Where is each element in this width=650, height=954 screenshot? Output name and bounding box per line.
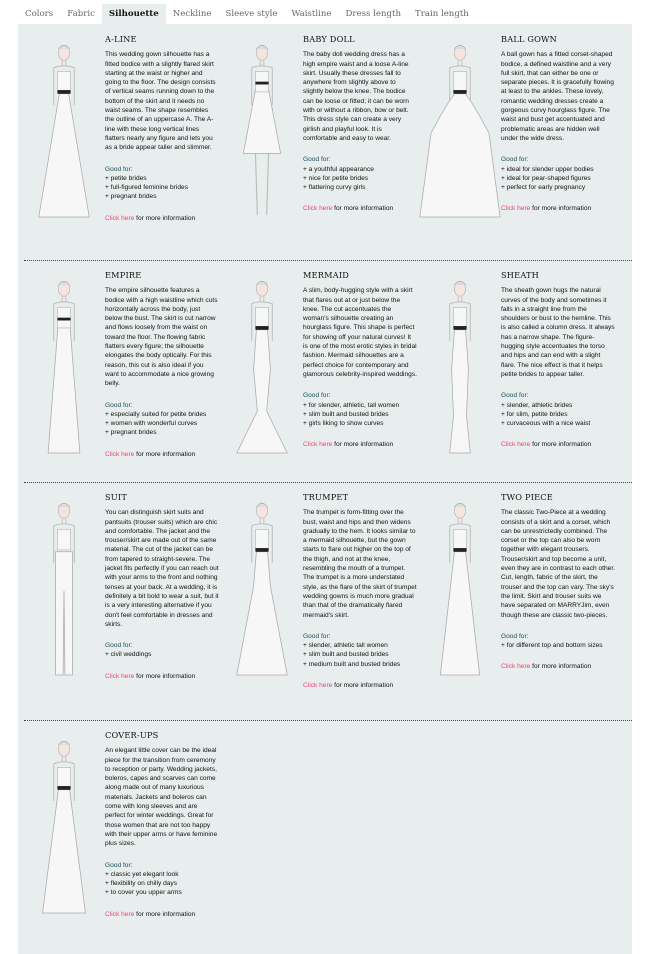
click-here-link[interactable]: Click here xyxy=(105,214,135,222)
silhouette-title: SUIT xyxy=(105,492,128,502)
tab-sleeve-style[interactable]: Sleeve style xyxy=(225,9,278,19)
good-for-item: + curvaceous with a nice waist xyxy=(501,420,591,428)
good-for-item: + nice for petite brides xyxy=(303,174,369,182)
silhouette-description: You can distinguish skirt suits and pantsuits (trouser suits) which are chic and comfortable. The jacket and the trouser/skirt are made out of the same material. The cut of the jacket can be from tapered to straight-severe. The jacket fits perfectly if you can reach out with your arms to the front and nothing tenses at your back. At a wedding, it is definitely a bit bold to wear a suit, but it is a very interesting alternative if you don't feel comfortable in dresses and skirts. xyxy=(105,509,219,628)
tab-silhouette[interactable]: Silhouette xyxy=(102,4,166,24)
more-info-text: for more information xyxy=(134,450,196,458)
silhouette-description: A ball gown has a fitted corset-shaped bodice, a defined waistline and a very full skirt, that can either be one or separate pieces. It is gracefully flowing at least to the ankles. These lovely, romantic wedding dresses create a gorgeous curvy hourglass figure. The waist and bust get accentuated and problematic areas are hidden well under the wide dress. xyxy=(501,51,614,142)
dress-illustration xyxy=(418,491,502,691)
good-for-label: Good for: xyxy=(105,642,133,650)
good-for-item: + for slender, athletic, tall women xyxy=(303,401,400,409)
silhouette-title: MERMAID xyxy=(303,270,350,280)
silhouette-description: A slim, body-hugging style with a skirt that flares out at or just below the knee. The cut accentuates the woman's silhouette creating an hourglass figure. This shape is perfect for showing off your natural curves! It is one of the most erotic styles in bridal fashion. Mermaid silhouettes are a perfect choice for contemporary and glamorous celebrity-inspired weddings. xyxy=(303,287,417,378)
click-here-link[interactable]: Click here xyxy=(501,205,531,213)
silhouette-title: TRUMPET xyxy=(303,492,349,502)
silhouette-title: EMPIRE xyxy=(105,270,142,280)
row-divider xyxy=(24,720,632,721)
good-for-label: Good for: xyxy=(105,861,133,869)
good-for-label: Good for: xyxy=(303,156,331,164)
more-info xyxy=(105,450,219,459)
more-info-text: for more information xyxy=(530,663,592,671)
silhouette-description: The classic Two-Piece at a wedding consists of a skirt and a corset, which can be unrestrictedly combined. The corset or the top can also be worn together with elegant trousers. Trouser/skirt and top become a unit, even they are in contrast to each other. Cut, length, fabric of the skirt, the trouser and the top can vary. The sky's the limit. Skirt and trouser suits we have separated on MARRYJim, even though these are classic two-pieces. xyxy=(501,509,615,619)
more-info xyxy=(501,204,615,213)
good-for-item: + to cover you upper arms xyxy=(105,889,182,897)
dress-illustration xyxy=(22,729,106,929)
good-for-label: Good for: xyxy=(303,632,331,640)
click-here-link[interactable]: Click here xyxy=(501,441,531,449)
click-here-link[interactable]: Click here xyxy=(303,682,333,690)
good-for-item: + slim built and busted brides xyxy=(303,410,389,418)
good-for-label: Good for: xyxy=(105,165,133,173)
silhouette-description: This wedding gown silhouette has a fitted bodice with a slightly flared skirt starting at the waist or higher and going to the floor. The design consists of vertical seams running down to the bottom of the skirt and it needs no waist seams. The shape resembles the outline of an uppercase A. The A-line with these long vertical lines flatters nearly any figure and lets you as a bride appear taller and slimmer. xyxy=(105,51,216,152)
more-info xyxy=(303,681,417,690)
good-for-label: Good for: xyxy=(303,392,331,400)
good-for-item: + petite brides xyxy=(105,174,147,182)
good-for-item: + flexibility on chilly days xyxy=(105,880,178,888)
silhouette-text xyxy=(105,487,219,681)
good-for-item: + pregnant brides xyxy=(105,429,157,437)
dress-illustration xyxy=(22,269,106,469)
silhouette-description: An elegant little cover can be the ideal piece for the transition from ceremony to reception or party. Wedding jackets, boleros, capes and scarves can come along made out of many luxurious materials. Jackets and boleros can come with long sleeves and are perfect for winter weddings. Great for those women that are not too happy with their upper arms or have feminine plus sizes. xyxy=(105,747,218,848)
good-for-item: + flattering curvy girls xyxy=(303,184,366,192)
good-for-item: + perfect for early pregnancy xyxy=(501,184,586,192)
good-for-item: + pregnant brides xyxy=(105,193,157,201)
good-for-item: + women with wonderful curves xyxy=(105,420,198,428)
silhouette-description: The baby doll wedding dress has a high empire waist and a loose A-line skirt. Usually these dresses fall to anywhere from slightly above to slightly below the knee. The bodice can be loose or fitted; it can be worn with or without a ribbon, bow or belt. This dress style can create a very girlish and playful look. It is comfortable and easy to wear. xyxy=(303,51,409,142)
silhouette-title: SHEATH xyxy=(501,270,539,280)
silhouette-text xyxy=(303,487,417,690)
click-here-link[interactable]: Click here xyxy=(105,450,135,458)
silhouette-panel xyxy=(18,24,632,954)
silhouette-description: The trumpet is form-fitting over the bust, waist and hips and then widens gradually to the hem. It looks similar to a mermaid silhouette, but the gown starts to flare out higher on the top of the thigh, and not at the knee, resembling the mouth of a trumpet. The trumpet is a more understated style, as the flare of the skirt of trumpet wedding gowns is much more gradual than that of the dramatically flared mermaid's skirt. xyxy=(303,509,417,619)
more-info xyxy=(303,204,417,213)
silhouette-title: COVER-UPS xyxy=(105,730,159,740)
tab-neckline[interactable]: Neckline xyxy=(172,9,212,19)
good-for-item: + a youthful appearance xyxy=(303,165,374,173)
click-here-link[interactable]: Click here xyxy=(105,910,135,918)
dress-illustration xyxy=(220,491,304,691)
dress-illustration xyxy=(22,33,106,233)
good-for-item: + slim built and busted brides xyxy=(303,651,389,659)
tab-fabric[interactable]: Fabric xyxy=(67,9,95,19)
good-for-label: Good for: xyxy=(501,632,529,640)
dress-illustration xyxy=(22,491,106,691)
good-for-label: Good for: xyxy=(501,392,529,400)
more-info xyxy=(303,440,417,449)
more-info-text: for more information xyxy=(530,205,592,213)
silhouette-text xyxy=(105,265,219,459)
silhouette-title: BALL GOWN xyxy=(501,34,558,44)
good-for-item: + full-figured feminine brides xyxy=(105,184,189,192)
silhouette-description: The sheath gown hugs the natural curves of the body and sometimes it falls in a straight line from the shoulders or bust to the hemline. This is also called a column dress. It always has a narrow shape. The figure-hugging style accentuates the torso and hips and can end with a slight flare. The nice effect is that it helps petite brides to appear taller. xyxy=(501,287,615,378)
click-here-link[interactable]: Click here xyxy=(105,672,135,680)
silhouette-description: The empire silhouette features a bodice with a high waistline which cuts horizontally across the body, just below the bust. The skirt is cut narrow and flows loosely from the waist on toward the floor. The flowing fabric flatters every figure; the silhouette elongates the body optically. For this reason, this cut is also ideal if you want to accommodate a nice growing belly. xyxy=(105,287,218,388)
more-info-text: for more information xyxy=(530,441,592,449)
click-here-link[interactable]: Click here xyxy=(303,205,333,213)
silhouette-text xyxy=(303,265,417,450)
more-info xyxy=(501,662,615,671)
more-info-text: for more information xyxy=(332,682,394,690)
good-for-item: + for slim, petite brides xyxy=(501,410,568,418)
dress-illustration xyxy=(418,269,502,469)
more-info xyxy=(501,440,615,449)
more-info xyxy=(105,672,219,681)
more-info-text: for more information xyxy=(134,910,196,918)
dress-illustration xyxy=(418,33,502,233)
good-for-item: + slender, athletic tall women xyxy=(303,642,388,650)
good-for-label: Good for: xyxy=(105,401,133,409)
more-info-text: for more information xyxy=(332,205,394,213)
silhouette-title: A-LINE xyxy=(105,34,137,44)
click-here-link[interactable]: Click here xyxy=(303,441,333,449)
more-info-text: for more information xyxy=(134,672,196,680)
silhouette-text xyxy=(501,265,615,450)
tab-colors[interactable]: Colors xyxy=(25,9,54,19)
row-divider xyxy=(24,260,632,261)
good-for-item: + ideal for pear-shaped figures xyxy=(501,174,591,182)
more-info-text: for more information xyxy=(134,214,196,222)
good-for-item: + slender, athletic brides xyxy=(501,401,573,409)
good-for-item: + girls liking to show curves xyxy=(303,420,384,428)
good-for-item: + civil weddings xyxy=(105,651,152,659)
more-info xyxy=(105,214,219,223)
silhouette-title: TWO PIECE xyxy=(501,492,553,502)
more-info-text: for more information xyxy=(332,441,394,449)
good-for-item: + medium built and busted brides xyxy=(303,660,401,668)
more-info xyxy=(105,910,219,919)
click-here-link[interactable]: Click here xyxy=(501,663,531,671)
good-for-item: + especially suited for petite brides xyxy=(105,410,207,418)
good-for-item: + ideal for slender upper bodies xyxy=(501,165,594,173)
dress-illustration xyxy=(220,269,304,469)
silhouette-text xyxy=(105,29,219,223)
silhouette-text xyxy=(303,29,417,214)
silhouette-text xyxy=(105,725,219,919)
row-divider xyxy=(24,482,632,483)
silhouette-title: BABY DOLL xyxy=(303,34,355,44)
tab-train-length[interactable]: Train length xyxy=(414,9,469,19)
tab-dress-length[interactable]: Dress length xyxy=(345,9,401,19)
tab-waistline[interactable]: Waistline xyxy=(291,9,332,19)
silhouette-text xyxy=(501,487,615,672)
good-for-item: + for different top and bottom sizes xyxy=(501,642,603,650)
good-for-item: + classic yet elegant look xyxy=(105,870,179,878)
good-for-label: Good for: xyxy=(501,156,529,164)
silhouette-text xyxy=(501,29,615,214)
tab-bar xyxy=(18,4,476,24)
dress-illustration xyxy=(220,33,304,233)
